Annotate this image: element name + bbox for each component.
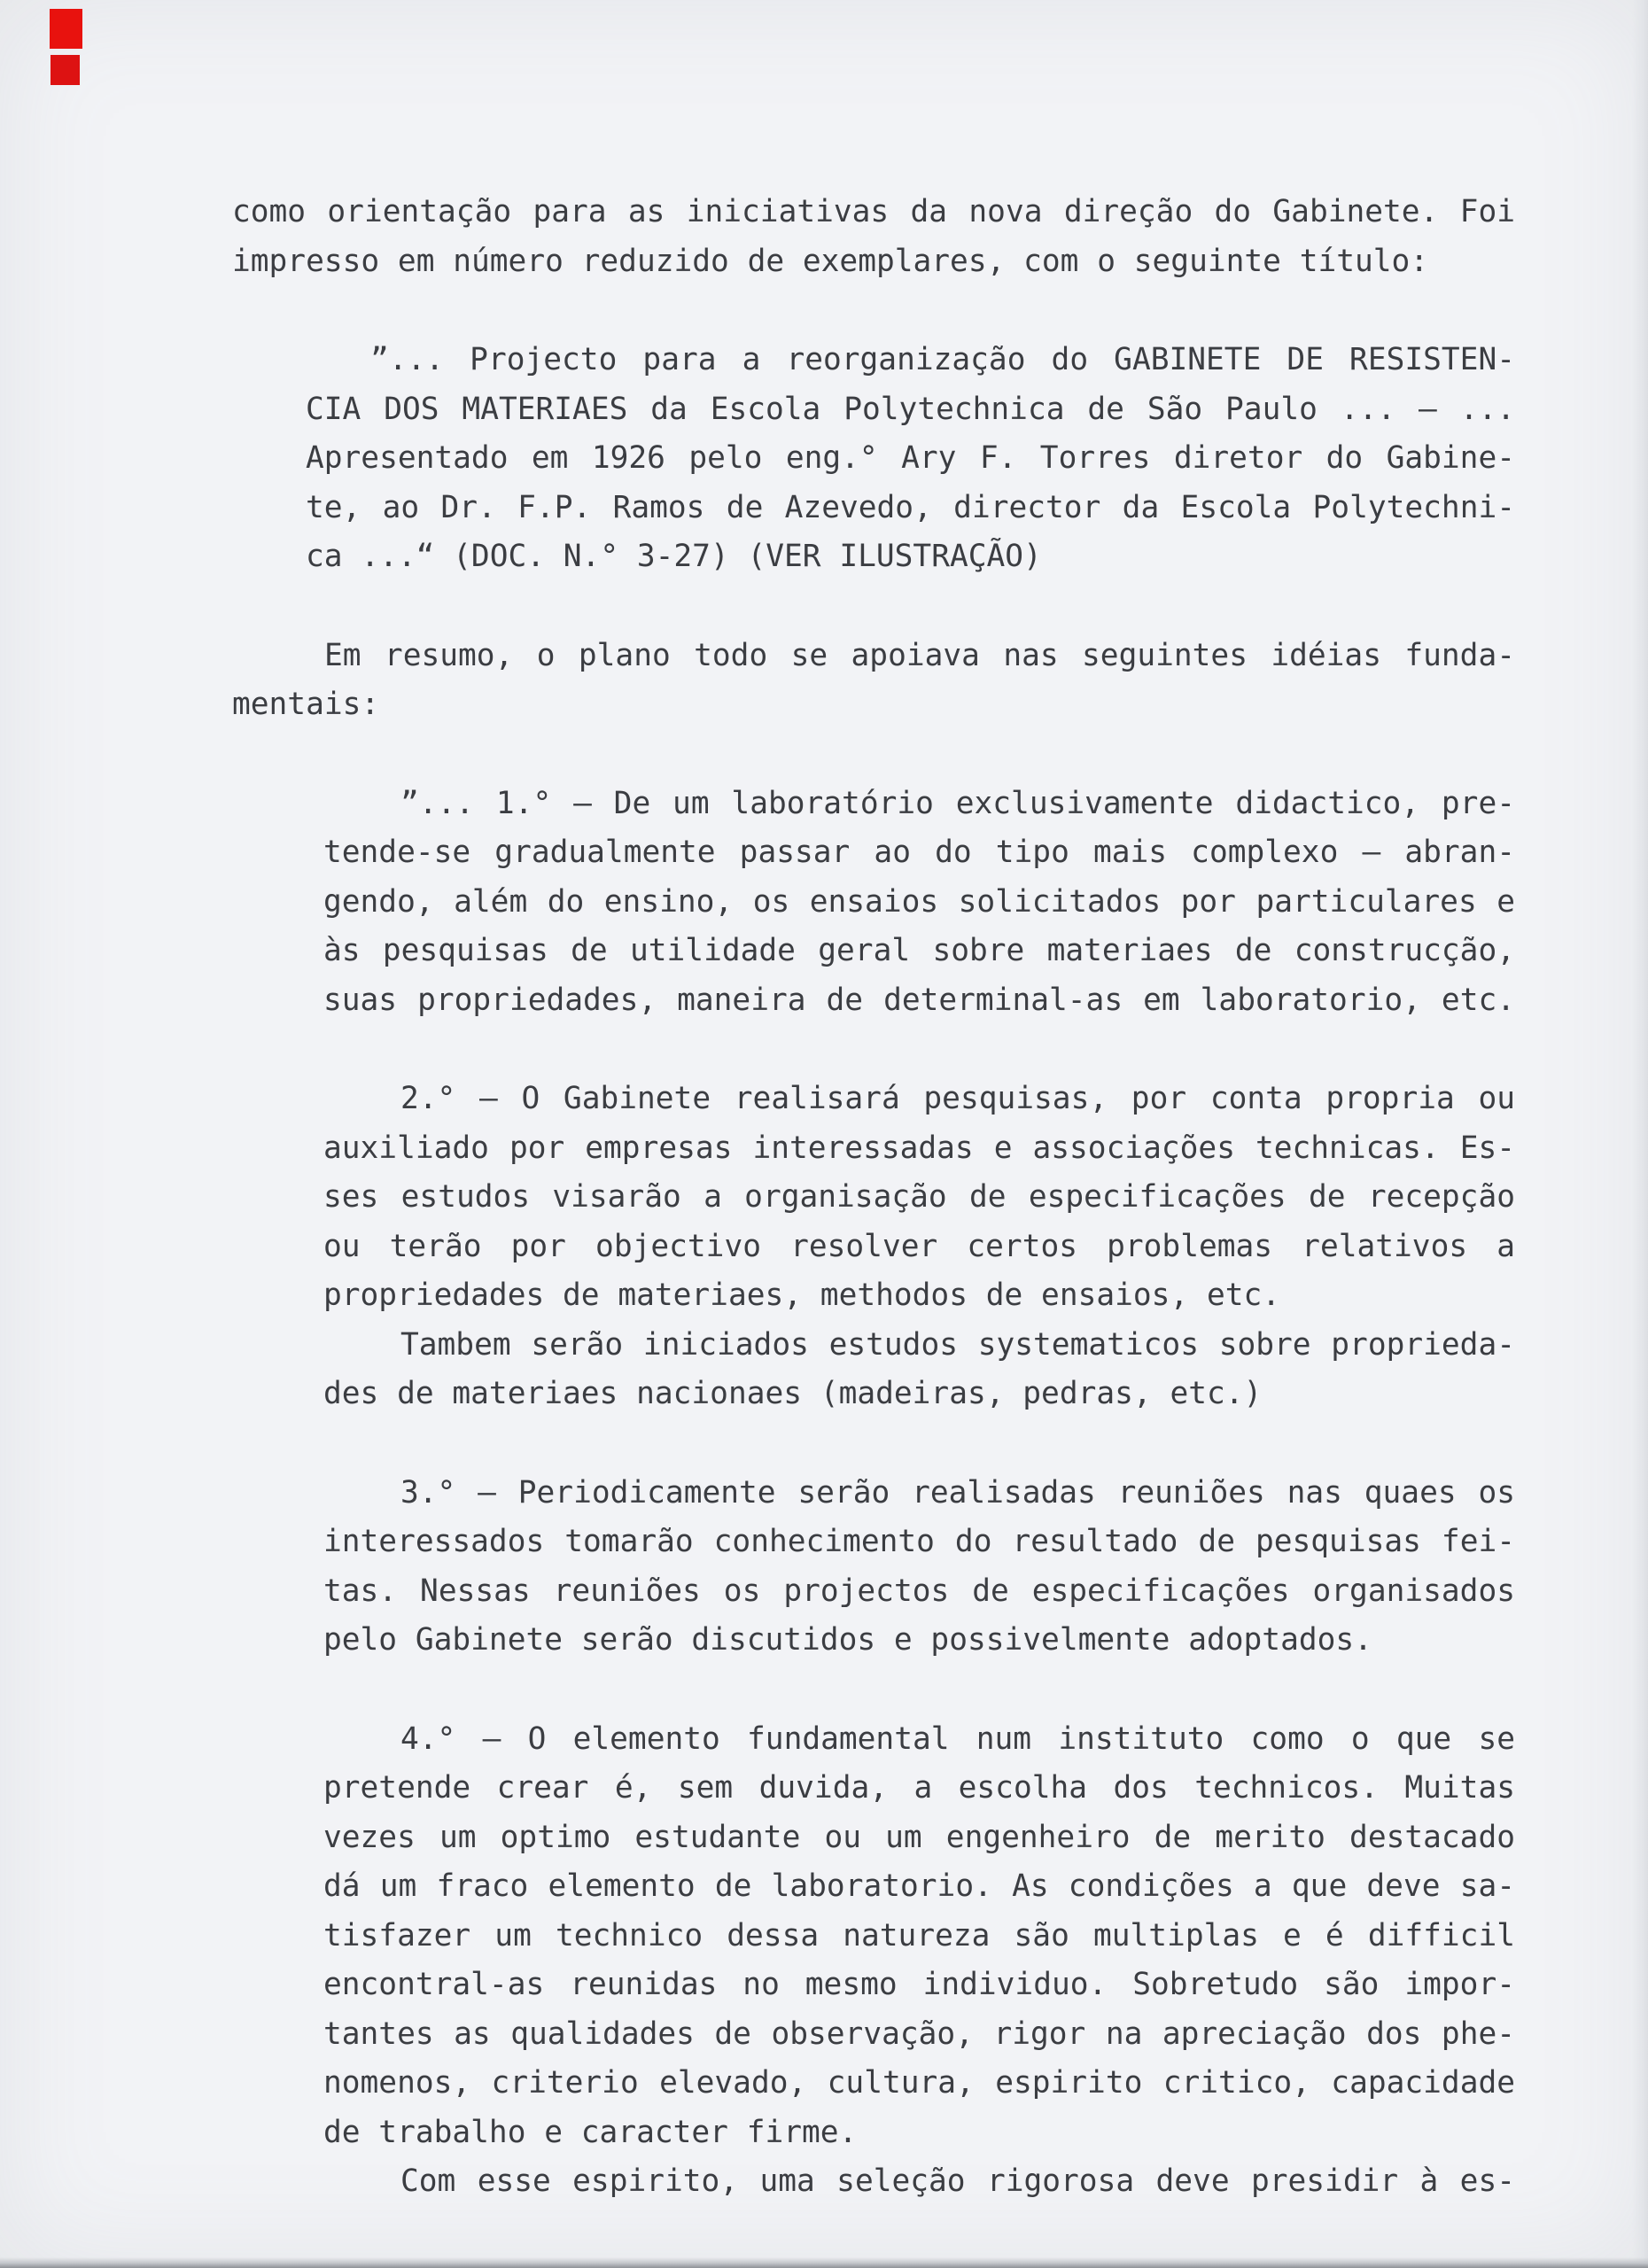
text-line: suas propriedades, maneira de determinal-as em laboratorio, etc.: [323, 982, 1515, 1018]
text-line: pretende crear é, sem duvida, a escolha dos technicos. Muitas: [323, 1770, 1515, 1806]
text-line: des de materiaes nacionaes (madeiras, pedras, etc.): [323, 1376, 1263, 1411]
text-line: 2.° — O Gabinete realisará pesquisas, por conta propria ou: [400, 1081, 1515, 1116]
text-line: te, ao Dr. F.P. Ramos de Azevedo, director da Escola Polytechni-: [306, 489, 1515, 525]
text-line: 4.° — O elemento fundamental num instituto como o que se: [400, 1720, 1515, 1757]
text-line: impresso em número reduzido de exemplares, com o seguinte título:: [232, 243, 1429, 279]
paragraph-p2: [232, 632, 1515, 730]
scan-bottom-band: [0, 2257, 1648, 2268]
text-line: como orientação para as iniciativas da nova direção do Gabinete. Foi: [232, 194, 1515, 229]
paragraph-p1: [232, 188, 1515, 286]
text-line: ca ...“ (DOC. N.° 3-27) (VER ILUSTRAÇÃO): [306, 539, 1042, 574]
text-line: CIA DOS MATERIAES da Escola Polytechnica de São Paulo ... — ...: [306, 391, 1515, 427]
paragraph-quote-title: [306, 336, 1515, 582]
text-line: vezes um optimo estudante ou um engenheiro de merito destacado: [323, 1819, 1515, 1855]
text-line: auxiliado por empresas interessadas e associações technicas. Es-: [323, 1130, 1515, 1166]
text-line: propriedades de materiaes, methodos de ensaios, etc.: [323, 1278, 1281, 1313]
text-line: ”... 1.° — De um laboratório exclusivamente didactico, pre-: [400, 785, 1515, 821]
text-line: Apresentado em 1926 pelo eng.° Ary F. Torres diretor do Gabine-: [306, 440, 1515, 476]
red-ink-mark-top: [50, 9, 82, 49]
text-line: pelo Gabinete serão discutidos e possivelmente adoptados.: [323, 1622, 1372, 1658]
text-line: às pesquisas de utilidade geral sobre materiaes de construcção,: [323, 933, 1515, 968]
paragraph-item-3: [323, 1469, 1515, 1666]
text-line: ou terão por objectivo resolver certos problemas relativos a: [323, 1228, 1515, 1264]
text-line: Tambem serão iniciados estudos systematicos sobre proprieda-: [400, 1326, 1515, 1363]
text-line: Com esse espirito, uma seleção rigorosa deve presidir à es-: [400, 2163, 1515, 2199]
text-line: nomenos, criterio elevado, cultura, espirito critico, capacidade: [323, 2065, 1515, 2101]
text-line: ses estudos visarão a organisação de especificações de recepção: [323, 1179, 1515, 1215]
document-text: [232, 188, 1515, 2207]
paragraph-item-1: [323, 780, 1515, 1026]
red-ink-mark-bottom: [51, 55, 80, 85]
text-line: tisfazer um technico dessa natureza são multiplas e é difficil: [323, 1917, 1515, 1953]
text-line: ”... Projecto para a reorganização do GABINETE DE RESISTEN-: [370, 342, 1515, 377]
paragraph-item-4-cont: [323, 2157, 1515, 2207]
paragraph-item-2b: [323, 1321, 1515, 1419]
text-line: Em resumo, o plano todo se apoiava nas seguintes idéias funda-: [324, 637, 1515, 673]
paragraph-item-4: [323, 1715, 1515, 2158]
text-line: gendo, além do ensino, os ensaios solicitados por particulares e: [323, 883, 1515, 920]
scan-right-edge-shading: [1632, 0, 1648, 2268]
text-line: mentais:: [232, 687, 380, 722]
text-line: encontral-as reunidas no mesmo individuo. Sobretudo são impor-: [323, 1967, 1515, 2002]
text-line: tas. Nessas reuniões os projectos de especificações organisados: [323, 1573, 1515, 1609]
text-line: dá um fraco elemento de laboratorio. As condições a que deve sa-: [323, 1868, 1515, 1904]
text-line: tende-se gradualmente passar ao do tipo mais complexo — abran-: [323, 835, 1515, 870]
text-line: de trabalho e caracter firme.: [323, 2114, 858, 2150]
paragraph-item-2: [323, 1075, 1515, 1321]
text-line: interessados tomarão conhecimento do resultado de pesquisas fei-: [323, 1524, 1515, 1559]
text-line: 3.° — Periodicamente serão realisadas reuniões nas quaes os: [400, 1474, 1515, 1511]
text-line: tantes as qualidades de observação, rigor na apreciação dos phe-: [323, 2016, 1515, 2052]
